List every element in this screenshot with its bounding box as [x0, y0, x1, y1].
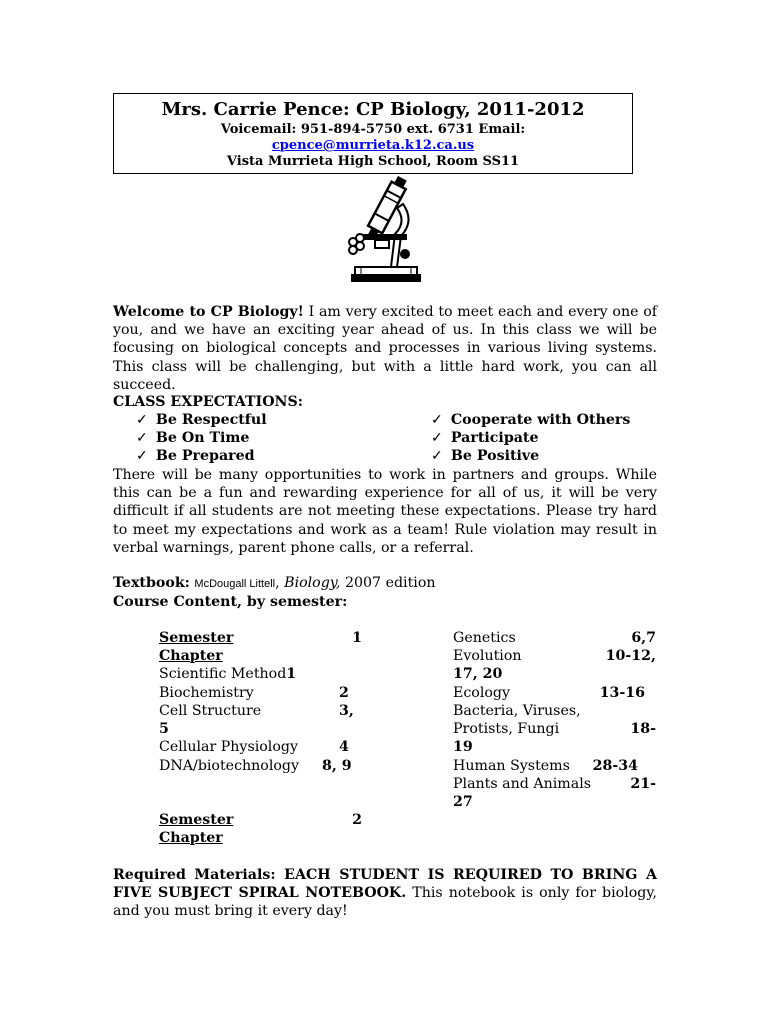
topic-row: Cell Structure 3,	[159, 703, 354, 719]
school-line: Vista Murrieta High School, Room SS11	[226, 154, 520, 169]
partners-paragraph: There will be many opportunities to work in partners and groups. While this can be a fun and rewarding experience for all of us, it will be very difficult if all students are not meeting these expectations. Please try hard to meet my expectations and work as a team! Rule violation may result in verbal warnings, parent phone calls, or a referral.	[113, 467, 657, 556]
topic-row: Human Systems 28-34	[453, 758, 638, 774]
semester1-chapter-label: Chapter	[159, 648, 223, 664]
check-icon: ✓	[431, 448, 443, 464]
welcome-lead: Welcome to CP Biology!	[113, 304, 304, 320]
welcome-body: I am very excited to meet each and every one of you, and we have an exciting year ahead of us. In this class we will be focusing on biological concepts and processes in various living systems. This class will be challenging, but with a little hard work, you can all succeed.	[113, 304, 658, 393]
expectation-item: ✓ Cooperate with Others	[431, 412, 631, 428]
topic-row: 27	[453, 794, 473, 810]
expectation-item: ✓ Be Prepared	[136, 448, 255, 464]
materials-body: This notebook is only for biology, and you must bring it every day!	[113, 885, 657, 920]
topic-row: DNA/biotechnology 8, 9	[159, 758, 352, 774]
course-content-heading: Course Content, by semester:	[113, 594, 348, 610]
microscope-icon	[345, 176, 427, 286]
check-icon: ✓	[431, 430, 443, 446]
check-icon: ✓	[136, 448, 148, 464]
topic-row: Genetics 6,7	[453, 630, 656, 646]
semester2-chapter-label: Chapter	[159, 830, 223, 846]
expectation-item: ✓ Be Positive	[431, 448, 540, 464]
welcome-paragraph	[113, 303, 657, 394]
expectation-item: ✓ Be On Time	[136, 430, 250, 446]
topic-row: Cellular Physiology 4	[159, 739, 349, 755]
textbook-title: Biology,	[284, 575, 341, 591]
expectations-heading: CLASS EXPECTATIONS:	[113, 394, 304, 410]
topic-row: 19	[453, 739, 473, 755]
voicemail-line: Voicemail: 951-894-5750 ext. 6731 Email:	[220, 122, 526, 137]
materials-paragraph	[113, 866, 657, 921]
course-title: Mrs. Carrie Pence: CP Biology, 2011-2012	[161, 99, 585, 120]
expectation-item: ✓ Be Respectful	[136, 412, 267, 428]
topic-row: Evolution 10-12,	[453, 648, 656, 664]
textbook-publisher: McDougall Littell	[194, 578, 276, 590]
topic-row: Bacteria, Viruses,	[453, 703, 581, 719]
check-icon: ✓	[431, 412, 443, 428]
topic-row: 5	[159, 721, 169, 737]
textbook-line: Textbook: McDougall Littell, Biology, 2007 edition	[113, 575, 436, 591]
topic-row: Plants and Animals 21-	[453, 776, 656, 792]
materials-lead: Required Materials: EACH STUDENT IS REQUIRED TO BRING A FIVE SUBJECT SPIRAL NOTEBOOK.	[113, 867, 657, 902]
topic-row: Protists, Fungi 18-	[453, 721, 656, 737]
check-icon: ✓	[136, 430, 148, 446]
semester1-heading: Semester 1	[159, 630, 362, 646]
topic-row: Biochemistry 2	[159, 685, 349, 701]
topic-row: Scientific Method1	[159, 666, 297, 682]
topic-row: Ecology 13-16	[453, 685, 645, 701]
semester2-heading: Semester 2	[159, 812, 362, 828]
topic-row: 17, 20	[453, 666, 503, 682]
header-box	[113, 93, 633, 174]
expectation-item: ✓ Participate	[431, 430, 539, 446]
check-icon: ✓	[136, 412, 148, 428]
email-link[interactable]: cpence@murrieta.k12.ca.us	[271, 138, 475, 153]
